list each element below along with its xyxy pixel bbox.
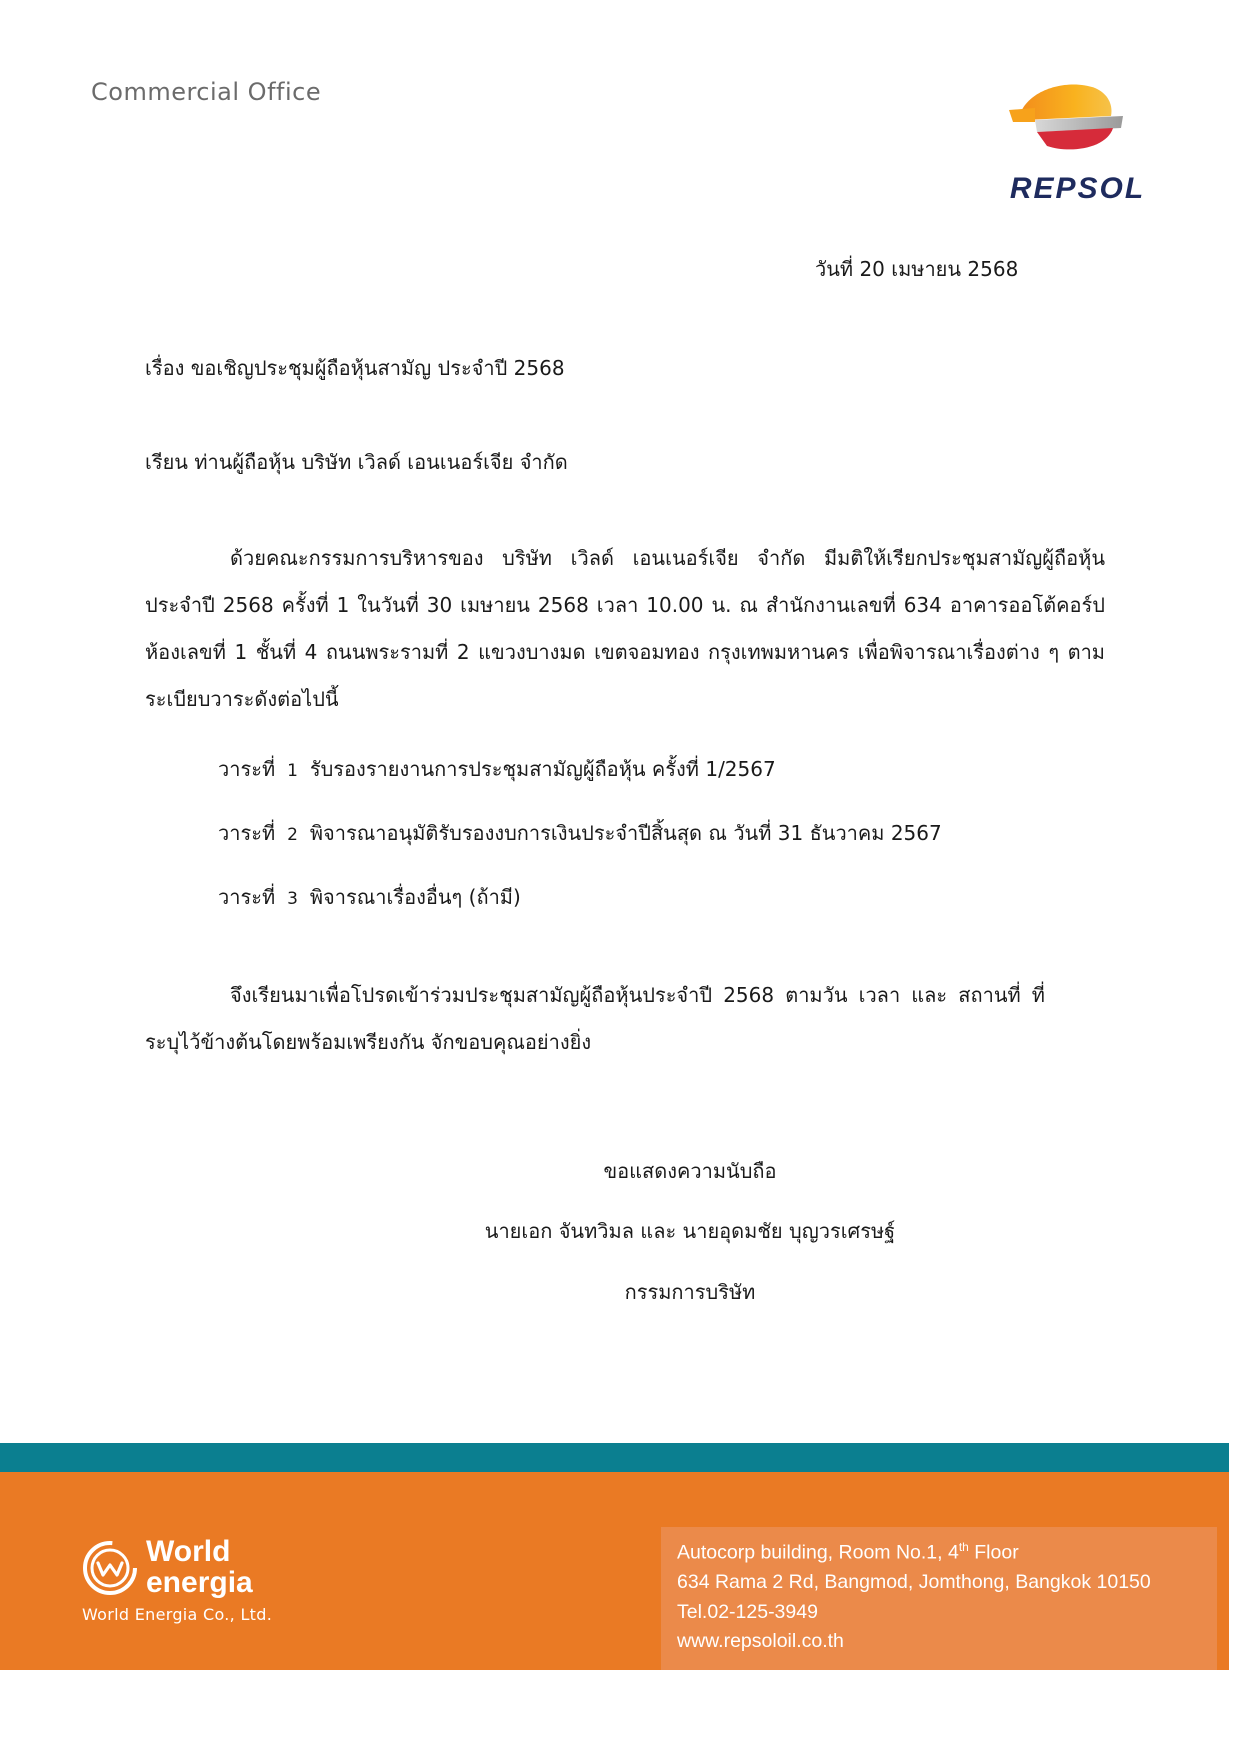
body-paragraph: ด้วยคณะกรรมการบริหารของ บริษัท เวิลด์ เอนเนอร์เจีย จำกัด มีมติให้เรียกประชุมสามัญผู้ถือหุ้น ประจำปี 2568 ครั้งที่ 1 ในวันที่ 30 เมษายน 2568 เวลา 10.00 น. ณ สำนักงานเลขที่ 634 อาคารออโต้คอร์ป ห้องเลขที่ 1 ชั้นที่ 4 ถนนพระรามที่ 2 แขวงบางมด เขตจอมทอง กรุงเทพมหานคร เพื่อพิจารณาเรื่องต่าง ๆ ตามระเบียบวาระดังต่อไปนี้	[145, 546, 1105, 711]
address-line-2: 634 Rama 2 Rd, Bangmod, Jomthong, Bangkok 10150	[677, 1571, 1151, 1593]
world-energia-name	[146, 1536, 253, 1598]
agenda-number: 2	[287, 825, 298, 845]
agenda-label: วาระที่	[218, 757, 276, 781]
signer-position: กรรมการบริษัท	[624, 1280, 756, 1304]
agenda-number: 1	[287, 761, 298, 781]
repsol-logo	[995, 80, 1160, 210]
world-energia-icon	[80, 1532, 152, 1604]
agenda-label: วาระที่	[218, 885, 276, 909]
address-line-1-main: Autocorp building, Room No.1, 4	[677, 1541, 959, 1564]
address-floor-suffix: th	[958, 1540, 969, 1554]
address-line-1-end: Floor	[968, 1541, 1019, 1564]
agenda-number: 3	[287, 889, 298, 909]
letter-closing	[145, 972, 1045, 1066]
agenda-text: พิจารณาอนุมัติรับรองงบการเงินประจำปีสิ้นสุด ณ วันที่ 31 ธันวาคม 2567	[309, 821, 942, 845]
office-label: Commercial Office	[91, 78, 322, 106]
letter-subject: เรื่อง ขอเชิญประชุมผู้ถือหุ้นสามัญ ประจำปี 2568	[145, 356, 565, 380]
signers: นายเอก จันทวิมล และ นายอุดมชัย บุญวรเศรษฐ์	[484, 1219, 896, 1243]
agenda-item	[218, 755, 942, 819]
world-energia-name-line2: energia	[146, 1566, 253, 1599]
agenda-text: พิจารณาเรื่องอื่นๆ (ถ้ามี)	[309, 885, 521, 909]
agenda-item	[218, 819, 942, 883]
repsol-wordmark: REPSOL	[1009, 172, 1146, 205]
repsol-logo-mark	[995, 80, 1160, 170]
letter-recipient: เรียน ท่านผู้ถือหุ้น บริษัท เวิลด์ เอนเนอร์เจีย จำกัด	[145, 450, 568, 474]
address-line-1	[677, 1533, 1151, 1568]
agenda-text: รับรองรายงานการประชุมสามัญผู้ถือหุ้น ครั้งที่ 1/2567	[309, 757, 776, 781]
agenda-label: วาระที่	[218, 821, 276, 845]
agenda-item	[218, 883, 942, 947]
telephone[interactable]: Tel.02-125-3949	[677, 1600, 818, 1623]
letter-date: วันที่ 20 เมษายน 2568	[815, 257, 1019, 281]
agenda-list	[218, 755, 942, 947]
closing-paragraph: จึงเรียนมาเพื่อโปรดเข้าร่วมประชุมสามัญผู้ถือหุ้นประจำปี 2568 ตามวัน เวลา และ สถานที่ ที่ระบุไว้ข้างต้นโดยพร้อมเพรียงกัน จักขอบคุณอย่างยิ่ง	[145, 983, 1045, 1054]
world-energia-name-line1: World	[146, 1535, 231, 1568]
company-full-name: World Energia Co., Ltd.	[82, 1605, 273, 1624]
footer-address	[677, 1533, 1151, 1657]
website-link[interactable]: www.repsoloil.co.th	[677, 1630, 844, 1652]
footer-teal-band	[0, 1443, 1229, 1472]
letter-body	[145, 535, 1105, 723]
regards: ขอแสดงความนับถือ	[603, 1159, 777, 1183]
